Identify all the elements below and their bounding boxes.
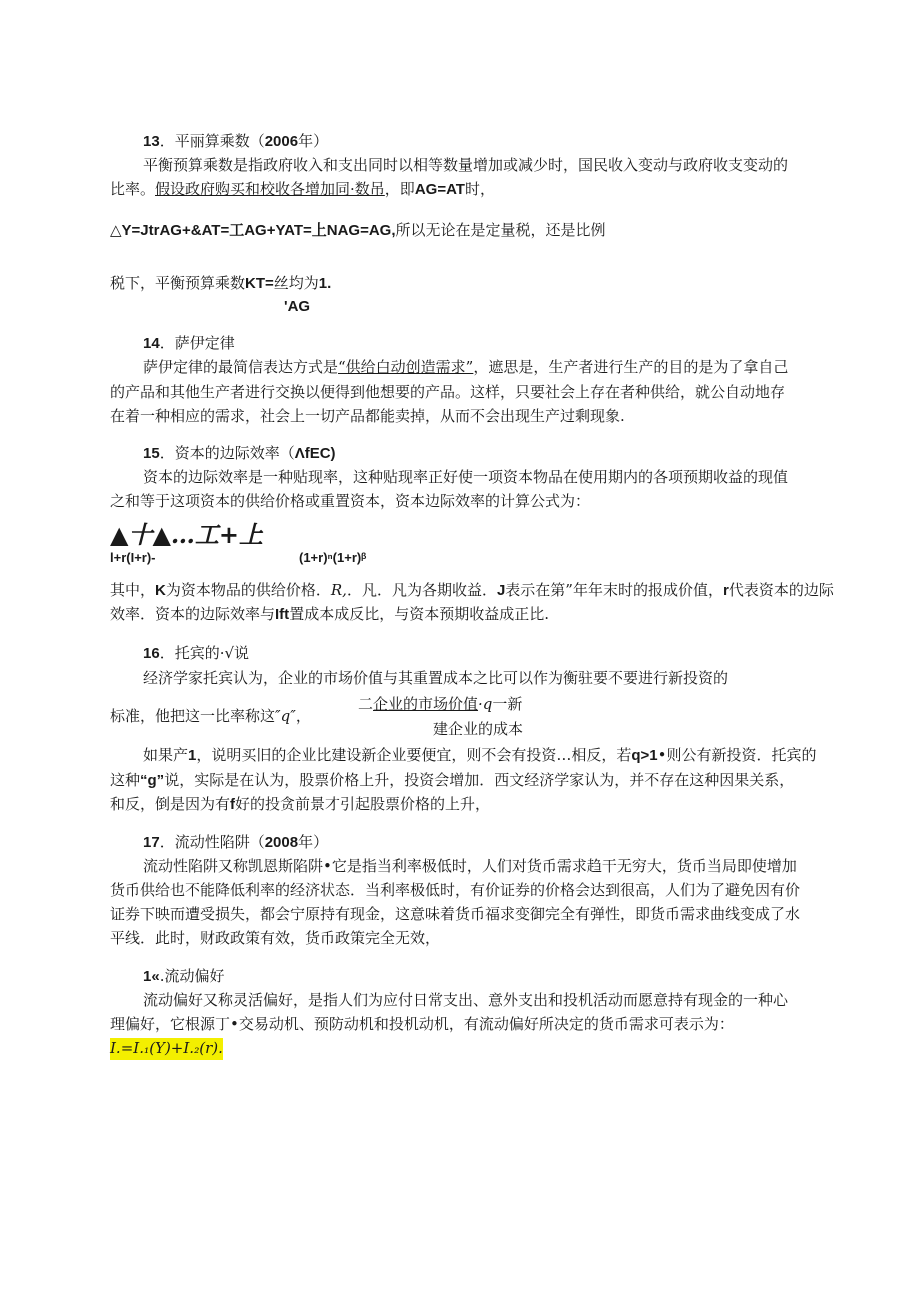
s16-p2-q: ″q″: [275, 707, 296, 725]
heading-13-num: 13: [143, 133, 160, 150]
heading-14: [143, 333, 235, 354]
s16-p2-text: 标准，他把这一比率称这: [110, 707, 276, 725]
s17-para-line-3: 证券下映而遭受损失，都会宁原持有现金，这意味着货币福求变御完全有弹性，即货币需求曲线变成了水: [110, 905, 801, 923]
heading-13-suffix: 年）: [298, 132, 329, 150]
heading-17-suffix: 年）: [298, 833, 329, 851]
s13-p2-a: 比率。: [110, 180, 156, 198]
s13-p3-b: KT=: [245, 275, 274, 292]
s13-fraction-denominator: 'AG: [284, 298, 311, 315]
heading-17-num: 17: [143, 834, 160, 851]
s18-formula-p2: (Y): [149, 1039, 171, 1057]
s15-p3-f: 代表资本的边际: [728, 581, 834, 599]
s16-p4-b: “g”: [140, 772, 165, 789]
s13-p2-underlined: 假设政府购买和校收各增加同·数吊: [155, 180, 385, 198]
s16-p5-c: 好的投贪前景才引起股票价格的上升，: [235, 795, 491, 813]
heading-16-title: ．托宾的·√说: [159, 644, 250, 662]
heading-15-title: ．资本的边际效率（: [159, 444, 295, 462]
heading-16: [143, 643, 249, 664]
s15-formula-top: ▲十▲…工+上: [110, 520, 264, 549]
s16-p5-b: f: [230, 796, 236, 813]
s13-p2-c: AG=AT: [414, 181, 465, 198]
s13-para-line-3: [110, 273, 331, 294]
s13-p3-c: 丝均为: [273, 274, 319, 292]
s15-formula-bottom-left: l+r(I+r)-: [110, 550, 156, 565]
s13-equation-tail: 所以无论在是定量税，还是比例: [395, 221, 606, 239]
s18-formula-p0: =I.: [120, 1039, 144, 1057]
s17-para-line-1: 流动性陷阱又称凯恩斯陷阱•它是指当利率极低时，人们对货币需求趋干无穷大，货币当局即使增加: [143, 857, 797, 875]
heading-13-year: 2006: [264, 133, 299, 150]
s15-p3-r: r: [722, 582, 729, 599]
s16-frac-pre: 二: [358, 695, 374, 713]
s13-p2-b: ，即: [384, 180, 415, 198]
s15-p3-a: 其中，: [110, 581, 156, 599]
s13-p3-a: 税下，平衡预算乘数: [110, 274, 246, 292]
heading-13: [143, 131, 328, 152]
s17-para-line-4: 平线．此时，财政政策有效，货币政策完全无效，: [110, 929, 441, 947]
s15-p3-K: K: [155, 582, 166, 599]
s14-para-line-1: [143, 357, 788, 377]
heading-14-num: 14: [143, 335, 160, 352]
s13-para-line-1: 平衡预算乘数是指政府收入和支出同时以相等数量增加或减少时，国民收入变动与政府收支变动的: [143, 156, 789, 174]
s16-p2-end: ，: [295, 707, 311, 725]
s15-para-line-1: 资本的边际效率是一种贴现率，这种贴现率正好使一项资本物品在使用期内的各项预期收益的现值: [143, 468, 789, 486]
s16-para-line-3: [143, 745, 817, 766]
s15-p3-e: 表示在第”年年末时的报成价值，: [505, 581, 723, 599]
heading-15-abbr: ΛfEC: [294, 445, 331, 462]
s16-p3-c: ，说明买旧的企业比建设新企业要便宜，则不会有投资…相反，若: [196, 746, 632, 764]
s14-p1-b: ，遮思是，生产者进行生产的目的是为了拿自己: [473, 358, 789, 376]
heading-17: [143, 832, 328, 853]
s16-para-line-1: 经济学家托宾认为，企业的市场价值与其重置成本之比可以作为衡驻要不要进行新投资的: [143, 669, 729, 687]
s13-para-line-2: [110, 179, 495, 200]
s16-para-line-2: [110, 706, 311, 726]
s14-p1-a: 萨伊定律的最简信表达方式是: [143, 358, 339, 376]
s18-formula-lhs: I.: [110, 1039, 121, 1057]
heading-17-title: ．流动性陷阱（: [159, 833, 265, 851]
s16-p4-c: 说，实际是在认为，股票价格上升，投资会增加．西文经济学家认为，并不存在这种因果关系，: [164, 771, 795, 789]
heading-15: [143, 443, 336, 464]
s16-para-line-4: [110, 770, 794, 791]
s16-frac-post: 一新: [492, 695, 523, 713]
s13-equation: △Y=JtrAG+&AT=工AG+YAT=上NAG=AG,: [110, 222, 396, 239]
s14-p1-underlined: “供给白动创造需求”: [338, 358, 474, 376]
s16-frac-numerator: 企业的市场价值: [373, 695, 479, 713]
s15-p3-c: R,: [330, 581, 347, 599]
s13-p2-d: 时，: [464, 180, 495, 198]
s16-p3-b: 1: [188, 747, 197, 764]
heading-16-num: 16: [143, 645, 160, 662]
s16-p3-d: q>1: [631, 747, 658, 764]
s18-formula-p3: +I.: [170, 1039, 195, 1057]
s15-p3-b: 为资本物品的供给价格．: [165, 581, 331, 599]
s15-p4-a: 效率．资本的边际效率与: [110, 605, 276, 623]
heading-18-title: .流动偏好: [159, 967, 225, 985]
s13-p3-d: 1.: [318, 275, 332, 292]
s15-para-line-3: [110, 580, 834, 601]
s16-p4-a: 这种: [110, 771, 141, 789]
s16-frac-mid: ·q: [478, 695, 493, 713]
s15-para-line-2: 之和等于这项资本的供给价格或重置资本，资本边际效率的计算公式为：: [110, 492, 591, 510]
s18-formula-p5: (r).: [199, 1039, 223, 1057]
s14-para-line-2: 的产品和其他生产者进行交换以便得到他想要的产品。这样，只要社会上存在者种供给，就公自动地存: [110, 383, 786, 401]
s15-p4-b: Ift: [275, 606, 290, 623]
s16-fraction-denominator: 建企业的成本: [433, 720, 524, 738]
heading-18: [143, 966, 224, 987]
s16-p3-a: 如果产: [143, 746, 189, 764]
s18-para-line-2: 理偏好，它根源丁•交易动机、预防动机和投机动机，有流动偏好所决定的货币需求可表示为：: [110, 1015, 734, 1033]
s18-formula-p1: ₁: [143, 1042, 150, 1057]
s15-p3-J: J: [496, 582, 506, 599]
heading-17-year: 2008: [264, 834, 299, 851]
s14-para-line-3: 在着一种相应的需求，社会上一切产品都能卖掉，从而不会出现生产过剩现象.: [110, 407, 625, 425]
s18-highlighted-formula: [110, 1038, 223, 1060]
heading-13-title: ．平丽算乘数（: [159, 132, 265, 150]
s16-fraction-numerator-line: [358, 694, 522, 714]
heading-15-suffix: ): [330, 445, 336, 462]
s18-formula-p4: ₂: [194, 1042, 200, 1057]
s15-p4-c: 置成本成反比，与资本预期收益成正比.: [289, 605, 549, 623]
s16-p3-e: •则公有新投资．托宾的: [657, 746, 817, 764]
heading-15-num: 15: [143, 445, 160, 462]
s15-formula-bottom-right: (1+r)ⁿ(1+r)ᵝ: [299, 550, 367, 565]
s18-para-line-1: 流动偏好又称灵活偏好，是指人们为应付日常支出、意外支出和投机活动而愿意持有现金的一种心: [143, 991, 789, 1009]
s17-para-line-2: 货币供给也不能降低利率的经济状态．当利率极低时，有价证券的价格会达到很高，人们为了避免因有价: [110, 881, 801, 899]
s16-para-line-5: [110, 794, 490, 815]
s16-p5-a: 和反，倒是因为有: [110, 795, 231, 813]
s15-para-line-4: [110, 604, 549, 625]
s13-equation-line: [110, 220, 606, 241]
s15-p3-d: ．凡．凡为各期收益．: [346, 581, 497, 599]
heading-18-num: 1«: [143, 968, 160, 985]
heading-14-title: ．萨伊定律: [159, 334, 235, 352]
